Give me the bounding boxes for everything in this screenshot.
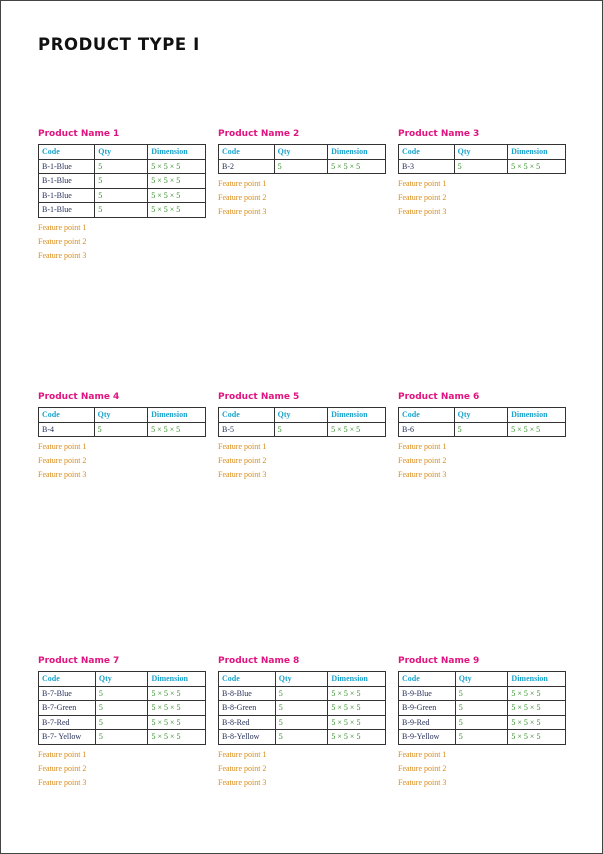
- feature-point: Feature point 2: [38, 236, 87, 246]
- code-cell: B-2: [219, 159, 275, 174]
- code-cell: B-9-Yellow: [399, 730, 456, 745]
- code-cell: B-8-Yellow: [219, 730, 276, 745]
- dimension-cell: 5 × 5 × 5: [148, 715, 206, 730]
- dimension-cell: 5 × 5 × 5: [328, 701, 386, 716]
- feature-list: [398, 748, 568, 790]
- qty-cell: 5: [95, 188, 148, 203]
- qty-cell: 5: [455, 701, 508, 716]
- feature-point: Feature point 1: [218, 749, 267, 759]
- table-row: [399, 701, 566, 716]
- feature-point: Feature point 1: [38, 222, 87, 232]
- column-header: Qty: [454, 408, 507, 423]
- product-block: [218, 391, 388, 482]
- column-header: Dimension: [508, 672, 566, 687]
- column-header: Qty: [455, 672, 508, 687]
- feature-point: Feature point 3: [38, 470, 87, 479]
- feature-point: Feature point 2: [38, 763, 87, 773]
- column-header: Dimension: [508, 408, 566, 423]
- product-block: [398, 655, 568, 790]
- qty-cell: 5: [275, 686, 328, 701]
- feature-point: Feature point 3: [218, 777, 267, 787]
- feature-point: Feature point 3: [398, 470, 447, 479]
- feature-point: Feature point 3: [38, 777, 87, 787]
- feature-list: [398, 440, 568, 482]
- code-cell: B-1-Blue: [39, 188, 95, 203]
- product-block: [398, 391, 568, 482]
- product-spec-table: [38, 407, 206, 437]
- column-header: Qty: [94, 408, 147, 423]
- feature-point: Feature point 2: [398, 456, 447, 465]
- column-header: Code: [39, 672, 96, 687]
- table-row: [399, 715, 566, 730]
- column-header: Dimension: [508, 145, 566, 160]
- product-spec-table: [218, 144, 386, 174]
- table-header-row: [219, 145, 386, 160]
- qty-cell: 5: [95, 203, 148, 218]
- table-row: [39, 159, 206, 174]
- qty-cell: 5: [95, 701, 148, 716]
- product-block: [38, 655, 208, 790]
- feature-point: Feature point 3: [38, 250, 87, 260]
- qty-cell: 5: [455, 715, 508, 730]
- dimension-cell: 5 × 5 × 5: [328, 686, 386, 701]
- qty-cell: 5: [454, 159, 507, 174]
- dimension-cell: 5 × 5 × 5: [148, 188, 206, 203]
- table-row: [219, 715, 386, 730]
- code-cell: B-9-Red: [399, 715, 456, 730]
- qty-cell: 5: [275, 730, 328, 745]
- product-name: Product Name 2: [218, 129, 300, 139]
- table-row: [39, 174, 206, 189]
- feature-list: [398, 177, 568, 219]
- page-title: PRODUCT TYPE I: [38, 35, 200, 54]
- product-name: Product Name 5: [218, 392, 300, 402]
- product-name: Product Name 9: [398, 656, 480, 666]
- table-header-row: [39, 672, 206, 687]
- table-row: [39, 422, 206, 437]
- product-block: [398, 128, 568, 219]
- table-row: [219, 730, 386, 745]
- qty-cell: 5: [274, 422, 327, 437]
- table-header-row: [39, 145, 206, 160]
- table-row: [399, 422, 566, 437]
- qty-cell: 5: [454, 422, 507, 437]
- product-name: Product Name 7: [38, 656, 120, 666]
- feature-list: [38, 221, 208, 263]
- table-row: [39, 686, 206, 701]
- feature-point: Feature point 1: [218, 179, 267, 188]
- dimension-cell: 5 × 5 × 5: [508, 422, 566, 437]
- qty-cell: 5: [95, 174, 148, 189]
- column-header: Qty: [274, 145, 327, 160]
- feature-point: Feature point 2: [398, 193, 447, 202]
- code-cell: B-6: [399, 422, 455, 437]
- code-cell: B-7- Yellow: [39, 730, 96, 745]
- feature-point: Feature point 2: [218, 763, 267, 773]
- column-header: Dimension: [148, 672, 206, 687]
- product-name: Product Name 1: [38, 129, 120, 139]
- dimension-cell: 5 × 5 × 5: [148, 174, 206, 189]
- feature-point: Feature point 2: [398, 763, 447, 773]
- table-row: [399, 159, 566, 174]
- dimension-cell: 5 × 5 × 5: [328, 730, 386, 745]
- feature-point: Feature point 2: [218, 456, 267, 465]
- feature-point: Feature point 3: [218, 207, 267, 216]
- code-cell: B-1-Blue: [39, 159, 95, 174]
- column-header: Qty: [95, 145, 148, 160]
- product-block: [38, 128, 208, 263]
- product-name: Product Name 8: [218, 656, 300, 666]
- feature-point: Feature point 3: [398, 777, 447, 787]
- table-header-row: [399, 672, 566, 687]
- column-header: Code: [219, 145, 275, 160]
- feature-list: [218, 748, 388, 790]
- feature-point: Feature point 1: [218, 442, 267, 451]
- table-row: [219, 159, 386, 174]
- column-header: Code: [399, 672, 456, 687]
- code-cell: B-4: [39, 422, 95, 437]
- column-header: Code: [39, 408, 95, 423]
- dimension-cell: 5 × 5 × 5: [328, 422, 386, 437]
- dimension-cell: 5 × 5 × 5: [508, 715, 566, 730]
- dimension-cell: 5 × 5 × 5: [328, 159, 386, 174]
- product-spec-table: [218, 671, 386, 745]
- feature-point: Feature point 2: [38, 456, 87, 465]
- dimension-cell: 5 × 5 × 5: [148, 686, 206, 701]
- dimension-cell: 5 × 5 × 5: [508, 730, 566, 745]
- code-cell: B-3: [399, 159, 455, 174]
- qty-cell: 5: [95, 730, 148, 745]
- dimension-cell: 5 × 5 × 5: [148, 159, 206, 174]
- column-header: Code: [39, 145, 95, 160]
- feature-list: [38, 440, 208, 482]
- product-spec-table: [398, 671, 566, 745]
- table-row: [39, 188, 206, 203]
- code-cell: B-8-Red: [219, 715, 276, 730]
- column-header: Dimension: [148, 408, 206, 423]
- column-header: Qty: [275, 672, 328, 687]
- dimension-cell: 5 × 5 × 5: [508, 686, 566, 701]
- qty-cell: 5: [94, 422, 147, 437]
- product-spec-table: [398, 407, 566, 437]
- dimension-cell: 5 × 5 × 5: [328, 715, 386, 730]
- dimension-cell: 5 × 5 × 5: [148, 701, 206, 716]
- product-block: [218, 128, 388, 219]
- product-name: Product Name 3: [398, 129, 480, 139]
- code-cell: B-7-Blue: [39, 686, 96, 701]
- feature-point: Feature point 1: [398, 749, 447, 759]
- table-header-row: [399, 408, 566, 423]
- column-header: Dimension: [148, 145, 206, 160]
- feature-point: Feature point 3: [398, 207, 447, 216]
- feature-list: [218, 177, 388, 219]
- code-cell: B-9-Green: [399, 701, 456, 716]
- product-name: Product Name 6: [398, 392, 480, 402]
- product-spec-table: [38, 144, 206, 218]
- qty-cell: 5: [275, 701, 328, 716]
- dimension-cell: 5 × 5 × 5: [148, 730, 206, 745]
- code-cell: B-1-Blue: [39, 174, 95, 189]
- table-row: [219, 422, 386, 437]
- feature-list: [218, 440, 388, 482]
- product-block: [218, 655, 388, 790]
- column-header: Qty: [454, 145, 507, 160]
- column-header: Code: [219, 408, 275, 423]
- table-row: [399, 730, 566, 745]
- product-spec-table: [398, 144, 566, 174]
- feature-point: Feature point 1: [398, 442, 447, 451]
- dimension-cell: 5 × 5 × 5: [148, 203, 206, 218]
- qty-cell: 5: [95, 159, 148, 174]
- table-row: [39, 701, 206, 716]
- qty-cell: 5: [455, 730, 508, 745]
- dimension-cell: 5 × 5 × 5: [508, 159, 566, 174]
- qty-cell: 5: [95, 686, 148, 701]
- column-header: Code: [399, 145, 455, 160]
- column-header: Qty: [95, 672, 148, 687]
- feature-point: Feature point 2: [218, 193, 267, 202]
- feature-point: Feature point 1: [398, 179, 447, 188]
- table-header-row: [399, 145, 566, 160]
- qty-cell: 5: [455, 686, 508, 701]
- feature-point: Feature point 1: [38, 442, 87, 451]
- code-cell: B-5: [219, 422, 275, 437]
- table-row: [399, 686, 566, 701]
- table-row: [39, 715, 206, 730]
- table-row: [219, 701, 386, 716]
- code-cell: B-7-Green: [39, 701, 96, 716]
- product-name: Product Name 4: [38, 392, 120, 402]
- column-header: Qty: [274, 408, 327, 423]
- column-header: Dimension: [328, 145, 386, 160]
- feature-list: [38, 748, 208, 790]
- column-header: Dimension: [328, 408, 386, 423]
- table-header-row: [39, 408, 206, 423]
- product-spec-table: [218, 407, 386, 437]
- code-cell: B-1-Blue: [39, 203, 95, 218]
- code-cell: B-8-Blue: [219, 686, 276, 701]
- dimension-cell: 5 × 5 × 5: [508, 701, 566, 716]
- product-block: [38, 391, 208, 482]
- code-cell: B-8-Green: [219, 701, 276, 716]
- qty-cell: 5: [95, 715, 148, 730]
- column-header: Dimension: [328, 672, 386, 687]
- table-header-row: [219, 672, 386, 687]
- feature-point: Feature point 3: [218, 470, 267, 479]
- column-header: Code: [399, 408, 455, 423]
- code-cell: B-7-Red: [39, 715, 96, 730]
- table-header-row: [219, 408, 386, 423]
- qty-cell: 5: [275, 715, 328, 730]
- dimension-cell: 5 × 5 × 5: [148, 422, 206, 437]
- table-row: [219, 686, 386, 701]
- column-header: Code: [219, 672, 276, 687]
- code-cell: B-9-Blue: [399, 686, 456, 701]
- product-spec-table: [38, 671, 206, 745]
- feature-point: Feature point 1: [38, 749, 87, 759]
- table-row: [39, 730, 206, 745]
- qty-cell: 5: [274, 159, 327, 174]
- table-row: [39, 203, 206, 218]
